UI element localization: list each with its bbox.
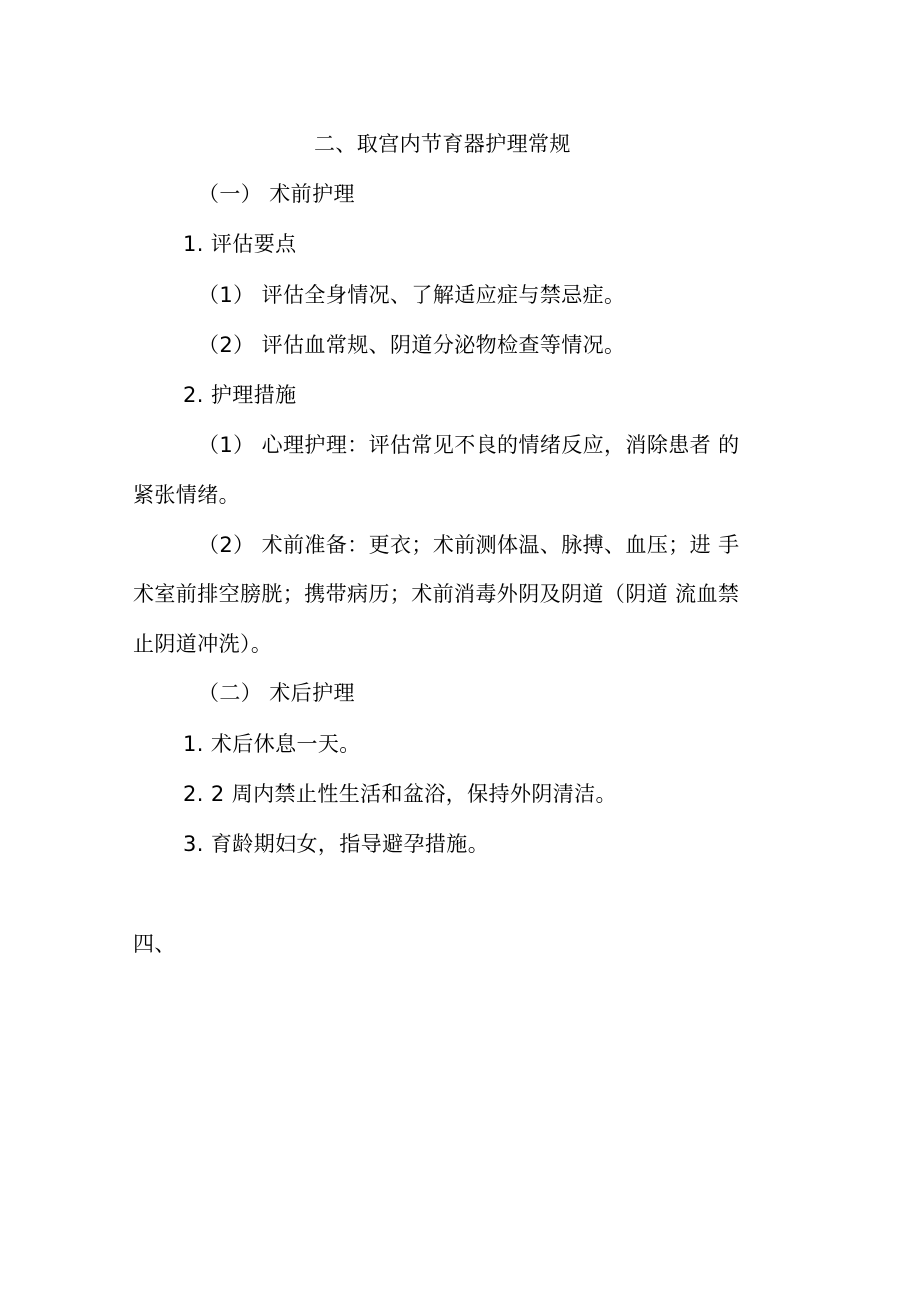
postop-item-3: 3. 育龄期妇女，指导避孕措施。	[183, 832, 490, 856]
postop-item-2: 2. 2 周内禁止性生活和盆浴，保持外阴清洁。	[183, 782, 617, 806]
item-heading-assessment: 1. 评估要点	[183, 232, 297, 256]
measure-2-line-3: 止阴道冲洗）。	[133, 632, 273, 656]
measure-1-line-2: 紧张情绪。	[133, 483, 240, 507]
document-title: 二、取宫内节育器护理常规	[314, 132, 571, 156]
trailing-section-marker: 四、	[133, 932, 176, 956]
measure-1-line-1: （1） 心理护理：评估常见不良的情绪反应，消除患者 的	[198, 433, 740, 457]
measure-2-line-1: （2） 术前准备：更衣；术前测体温、脉搏、血压；进 手	[198, 533, 740, 557]
item-heading-measures: 2. 护理措施	[183, 383, 297, 407]
assessment-point-1: （1） 评估全身情况、了解适应症与禁忌症。	[198, 283, 626, 307]
assessment-point-2: （2） 评估血常规、阴道分泌物检查等情况。	[198, 333, 626, 357]
measure-2-line-2: 术室前排空膀胱；携带病历；术前消毒外阴及阴道（阴道 流血禁	[133, 582, 740, 606]
postop-item-1: 1. 术后休息一天。	[183, 732, 361, 756]
section-heading-preop: （一） 术前护理	[198, 182, 355, 206]
section-heading-postop: （二） 术后护理	[198, 681, 355, 705]
